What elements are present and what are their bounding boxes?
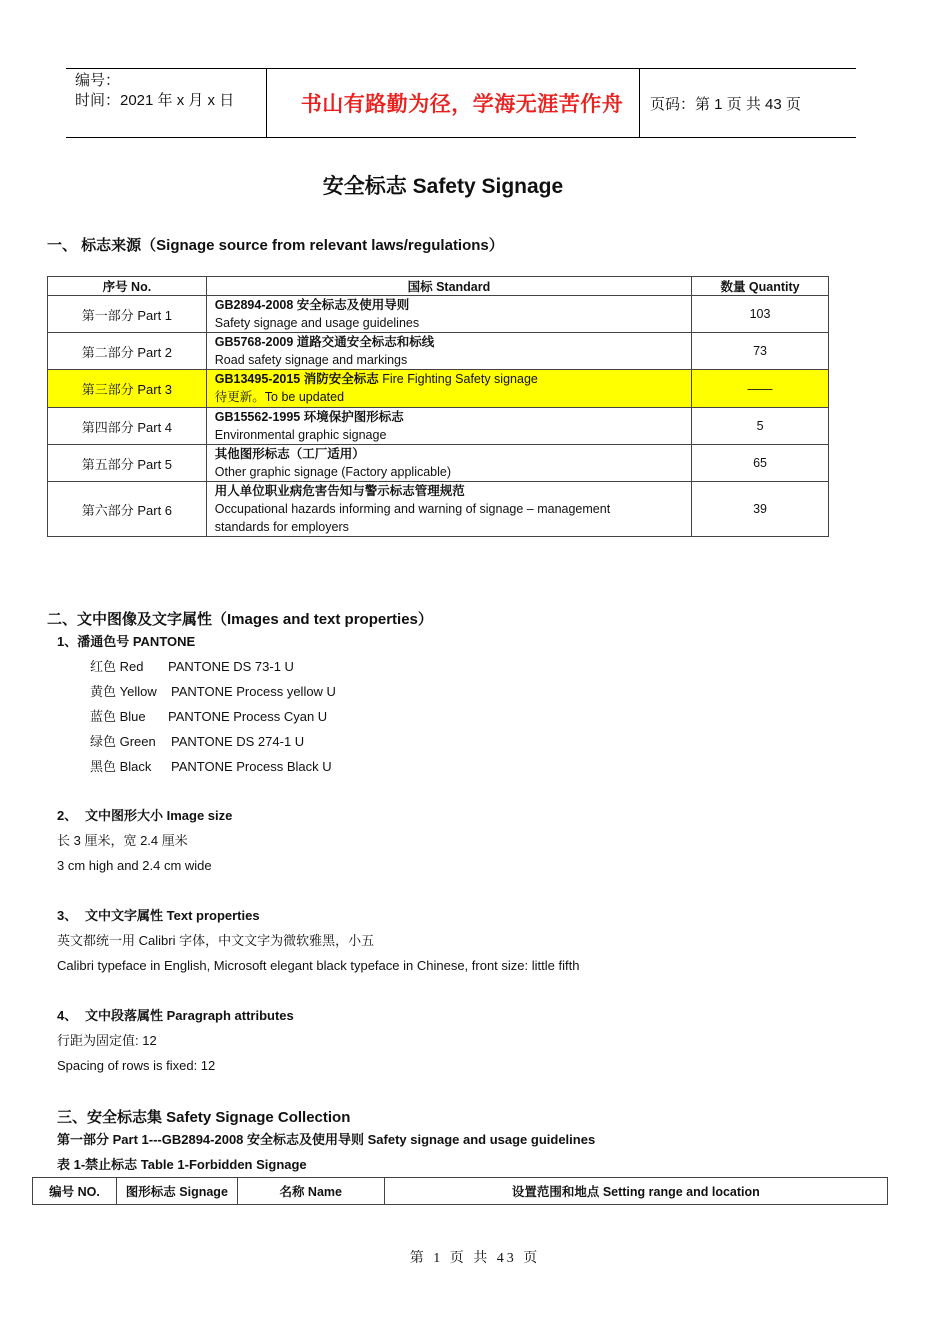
- standard-cell: [206, 408, 691, 445]
- standard-cell: [206, 370, 691, 408]
- column-header: 设置范围和地点 Setting range and location: [384, 1178, 887, 1205]
- column-header: 图形标志 Signage: [116, 1178, 237, 1205]
- para-attrs-en: Spacing of rows is fixed: 12: [57, 1058, 216, 1073]
- date-line: 时间：2021 年 x 月 x 日: [75, 92, 235, 109]
- text-props-heading: [57, 907, 260, 925]
- pantone-code: PANTONE Process yellow U: [171, 684, 336, 699]
- part-cell: 第三部分 Part 3: [48, 370, 207, 408]
- standard-title: GB5768-2009 道路交通安全标志和标线: [214, 335, 435, 349]
- standard-english: Other graphic signage (Factory applicable): [214, 465, 452, 479]
- heading-zh: 文中段落属性: [85, 1008, 164, 1023]
- heading-en: Text properties: [163, 908, 260, 923]
- pantone-color: 绿色 Green: [90, 734, 156, 749]
- section1-heading: 一、 标志来源（Signage source from relevant laws/regulations）: [47, 237, 504, 254]
- table-row: [48, 333, 829, 370]
- table-row: [48, 482, 829, 537]
- quantity-cell: 103: [692, 296, 829, 333]
- pantone-item: [90, 708, 327, 726]
- part-cell: 第四部分 Part 4: [48, 408, 207, 445]
- pantone-code: PANTONE DS 274-1 U: [171, 734, 305, 749]
- part1-subheading: 第一部分 Part 1---GB2894-2008 安全标志及使用导则 Safety signage and usage guidelines: [57, 1132, 596, 1147]
- standard-cell: [206, 482, 691, 537]
- para-attrs-zh: 行距为固定值: 12: [57, 1033, 157, 1048]
- column-header: 编号 NO.: [33, 1178, 117, 1205]
- standard-english: 待更新。To be updated: [214, 390, 345, 404]
- standard-english: Occupational hazards informing and warning of signage – management: [214, 502, 611, 516]
- table-row: [48, 296, 829, 333]
- table-header-row: [33, 1178, 888, 1205]
- heading-zh: 文中图形大小: [85, 808, 164, 823]
- standard-title: GB15562-1995 环境保护图形标志: [214, 410, 404, 424]
- pantone-color: 黄色 Yellow: [90, 684, 157, 699]
- column-header: 国标 Standard: [206, 277, 691, 296]
- quantity-cell: ——: [692, 370, 829, 408]
- quantity-cell: 5: [692, 408, 829, 445]
- standard-english: Road safety signage and markings: [214, 353, 408, 367]
- pantone-code: PANTONE Process Black U: [171, 759, 332, 774]
- pantone-item: [90, 683, 336, 701]
- pantone-item: [90, 658, 294, 676]
- pantone-heading: 1、潘通色号 PANTONE: [57, 634, 196, 649]
- page-footer: 第 1 页 共 43 页: [409, 1251, 541, 1266]
- item-number: 2、: [57, 808, 78, 823]
- standard-cell: [206, 296, 691, 333]
- page-header: [66, 68, 856, 138]
- text-props-zh: 英文都统一用 Calibri 字体，中文文字为微软雅黑，小五: [57, 933, 375, 948]
- code-label: 编号：: [75, 72, 121, 89]
- header-divider: [639, 69, 640, 137]
- column-header: 序号 No.: [48, 277, 207, 296]
- image-size-zh: 长 3 厘米，宽 2.4 厘米: [57, 833, 188, 848]
- table1-caption: 表 1-禁止标志 Table 1-Forbidden Signage: [57, 1157, 307, 1172]
- standard-english: Safety signage and usage guidelines: [214, 316, 420, 330]
- header-divider: [266, 69, 267, 137]
- image-size-en: 3 cm high and 2.4 cm wide: [57, 858, 212, 873]
- table-row: [48, 445, 829, 482]
- header-meta: [75, 71, 234, 111]
- quantity-cell: 39: [692, 482, 829, 537]
- quantity-cell: 73: [692, 333, 829, 370]
- standards-table: [47, 276, 829, 537]
- document-title: 安全标志 Safety Signage: [322, 175, 564, 198]
- heading-en: Image size: [163, 808, 233, 823]
- standard-title: GB2894-2008 安全标志及使用导则: [214, 298, 410, 312]
- standard-title: 其他图形标志（工厂适用）: [214, 447, 365, 461]
- header-motto: 书山有路勤为径，学海无涯苦作舟: [300, 93, 624, 116]
- section2-heading: 二、文中图像及文字属性（Images and text properties）: [47, 611, 433, 628]
- pantone-code: PANTONE DS 73-1 U: [168, 659, 294, 674]
- item-number: 4、: [57, 1008, 78, 1023]
- standard-english: Environmental graphic signage: [214, 428, 387, 442]
- column-header: 名称 Name: [237, 1178, 384, 1205]
- forbidden-signage-table: [32, 1177, 888, 1205]
- image-size-heading: [57, 807, 232, 825]
- pantone-item: [90, 758, 332, 776]
- pantone-color: 黑色 Black: [90, 759, 152, 774]
- pantone-color: 蓝色 Blue: [90, 709, 146, 724]
- table-row: [48, 408, 829, 445]
- part-cell: 第二部分 Part 2: [48, 333, 207, 370]
- table-row-highlighted: [48, 370, 829, 408]
- item-number: 3、: [57, 908, 78, 923]
- standard-cell: [206, 445, 691, 482]
- standard-title: GB13495-2015 消防安全标志: [214, 372, 379, 386]
- part-cell: 第六部分 Part 6: [48, 482, 207, 537]
- pantone-color: 红色 Red: [90, 659, 144, 674]
- heading-zh: 文中文字属性: [85, 908, 164, 923]
- quantity-cell: 65: [692, 445, 829, 482]
- part-cell: 第五部分 Part 5: [48, 445, 207, 482]
- part-cell: 第一部分 Part 1: [48, 296, 207, 333]
- standard-title: 用人单位职业病危害告知与警示标志管理规范: [214, 484, 465, 498]
- pantone-code: PANTONE Process Cyan U: [168, 709, 328, 724]
- heading-en: Paragraph attributes: [163, 1008, 294, 1023]
- standard-cell: [206, 333, 691, 370]
- column-header: 数量 Quantity: [692, 277, 829, 296]
- section3-heading: 三、安全标志集 Safety Signage Collection: [57, 1109, 351, 1126]
- pantone-item: [90, 733, 304, 751]
- standard-english-cont: standards for employers: [214, 520, 349, 534]
- text-props-en: Calibri typeface in English, Microsoft elegant black typeface in Chinese, front size: little fifth: [57, 958, 580, 973]
- standard-title-english: Fire Fighting Safety signage: [378, 372, 538, 386]
- header-page-number: 页码：第 1 页 共 43 页: [650, 95, 801, 113]
- para-attrs-heading: [57, 1007, 294, 1025]
- table-header-row: [48, 277, 829, 296]
